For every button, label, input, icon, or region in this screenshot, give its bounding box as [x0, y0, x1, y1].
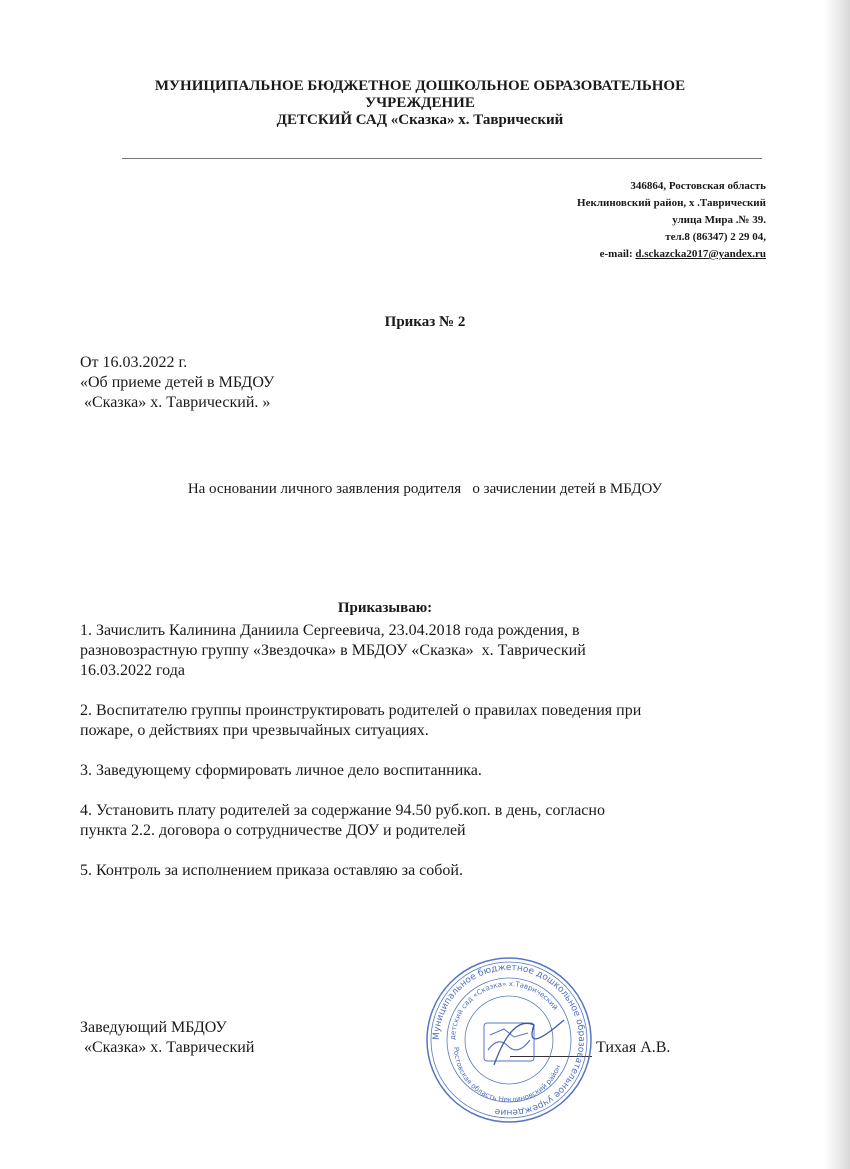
order-date: От 16.03.2022 г.: [80, 354, 188, 371]
order-title: Приказ № 2: [384, 314, 466, 330]
stamp-bottom-text: Ростовская область Неклиновский район: [451, 1046, 563, 1105]
address-block: [466, 178, 766, 263]
signatory-position: [80, 1018, 254, 1058]
position-line1: Заведующий МБДОУ: [80, 1019, 227, 1036]
svg-text:Ростовская область Неклиновски: [452, 1047, 562, 1104]
order-subject-line1: «Об приеме детей в МБДОУ: [80, 374, 275, 391]
institution-header: [100, 78, 740, 129]
stamp-outer-text: Муниципальное бюджетное дошкольное образовательное учреждение: [431, 962, 587, 1118]
order-basis: На основании личного заявления родителя о зачислении детей в МБДОУ: [187, 481, 663, 497]
order-item-1: 1. Зачислить Калинина Даниила Сергеевича, 23.04.2018 года рождения, в разновозрастную группу «Звездочка» в МБДОУ «Сказка» х. Таврический 16.03.2022 года: [80, 622, 586, 679]
address-phone: тел.8 (86347) 2 29 04,: [665, 231, 766, 243]
email-link[interactable]: d.sckazcka2017@yandex.ru: [635, 248, 766, 260]
address-email-line: [466, 246, 766, 263]
signatory-name: Тихая А.В.: [596, 1039, 671, 1056]
order-subject-line2: «Сказка» х. Таврический. »: [80, 394, 271, 411]
address-postal: 346864, Ростовская область: [630, 180, 766, 192]
order-meta: [80, 353, 274, 413]
stamp-inner-text: детский сад «Сказка» х.Таврический: [448, 979, 560, 1041]
address-street: улица Мира .№ 39.: [672, 214, 766, 226]
scan-edge-shadow: [824, 0, 850, 1169]
address-district: Неклиновский район, х .Таврический: [577, 197, 766, 209]
header-divider: [122, 158, 762, 159]
kindergarten-name: ДЕТСКИЙ САД «Сказка» х. Таврический: [276, 112, 564, 128]
order-items: [80, 621, 740, 901]
order-heading: Приказываю:: [337, 600, 433, 616]
institution-name: МУНИЦИПАЛЬНОЕ БЮДЖЕТНОЕ ДОШКОЛЬНОЕ ОБРАЗОВАТЕЛЬНОЕ УЧРЕЖДЕНИЕ: [154, 78, 686, 111]
order-item-2: 2. Воспитателю группы проинструктировать родителей о правилах поведения при пожаре, о действиях при чрезвычайных ситуациях.: [80, 702, 642, 739]
order-item-5: 5. Контроль за исполнением приказа оставляю за собой.: [80, 862, 463, 879]
order-item-4: 4. Установить плату родителей за содержание 94.50 руб.коп. в день, согласно пункта 2.2. договора о сотрудничестве ДОУ и родителей: [80, 802, 605, 839]
order-item-3: 3. Заведующему сформировать личное дело воспитанника.: [80, 762, 482, 779]
official-seal-stamp: [424, 955, 594, 1125]
email-label: e-mail:: [599, 248, 636, 260]
position-line2: «Сказка» х. Таврический: [80, 1039, 255, 1056]
